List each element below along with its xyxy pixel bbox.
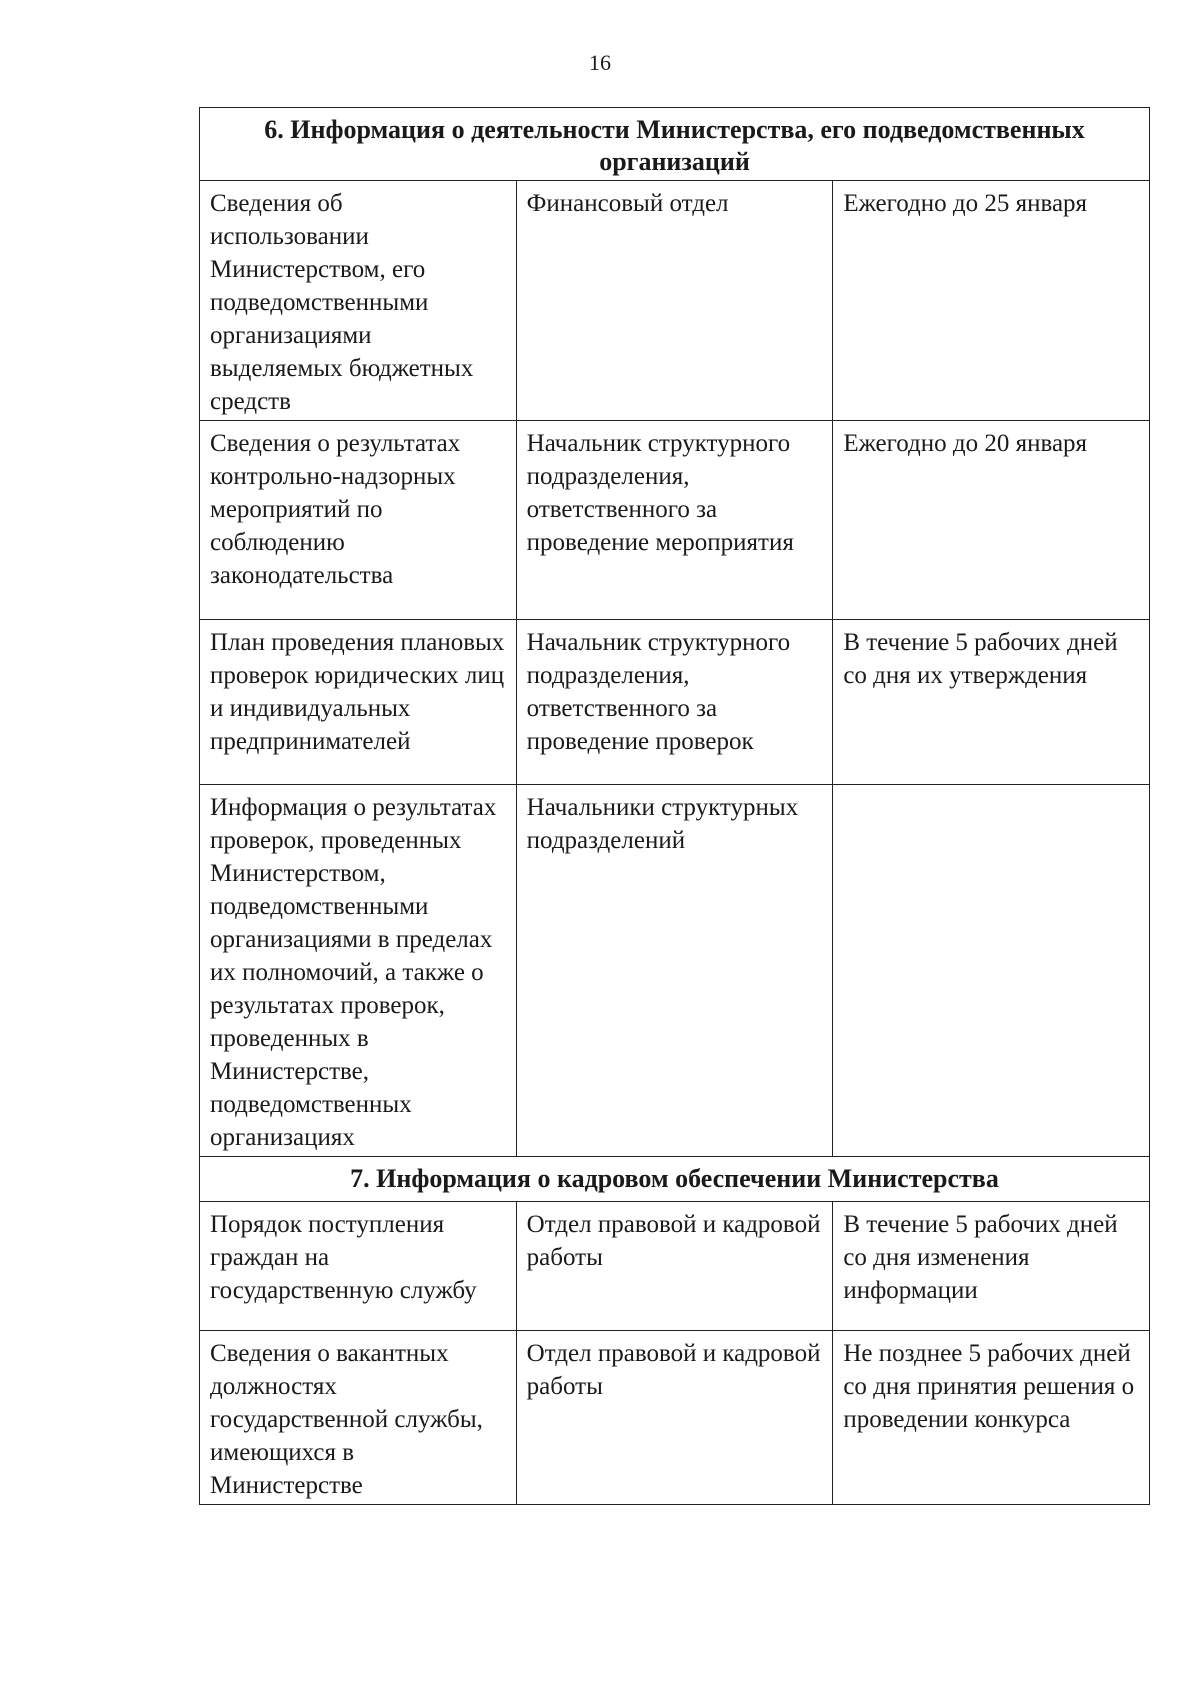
page-number: 16 — [589, 50, 611, 75]
responsible-cell: Начальник структурного подразделения, ответственного за проведение мероприятия — [516, 421, 833, 620]
deadline-cell: В течение 5 рабочих дней со дня изменения информации — [833, 1202, 1150, 1331]
info-cell: Порядок поступления граждан на государственную службу — [200, 1202, 517, 1331]
responsible-cell: Отдел правовой и кадровой работы — [516, 1202, 833, 1331]
responsible-cell: Финансовый отдел — [516, 181, 833, 421]
table-row — [200, 1331, 1150, 1505]
deadline-cell: В течение 5 рабочих дней со дня их утверждения — [833, 620, 1150, 785]
deadline-cell — [833, 785, 1150, 1157]
section-title: 7. Информация о кадровом обеспечении Министерства — [200, 1157, 1150, 1202]
table-row — [200, 421, 1150, 620]
section-header-row — [200, 1157, 1150, 1202]
responsible-cell: Отдел правовой и кадровой работы — [516, 1331, 833, 1505]
deadline-cell: Не позднее 5 рабочих дней со дня принятия решения о проведении конкурса — [833, 1331, 1150, 1505]
table-row — [200, 785, 1150, 1157]
table-row — [200, 181, 1150, 421]
section-header-row — [200, 108, 1150, 181]
table-row — [200, 620, 1150, 785]
responsible-cell: Начальники структурных подразделений — [516, 785, 833, 1157]
deadline-cell: Ежегодно до 25 января — [833, 181, 1150, 421]
info-cell: План проведения плановых проверок юридических лиц и индивидуальных предпринимателей — [200, 620, 517, 785]
information-table — [199, 107, 1150, 1505]
info-cell: Сведения о результатах контрольно-надзорных мероприятий по соблюдению законодательства — [200, 421, 517, 620]
info-cell: Сведения об использовании Министерством, его подведомственными организациями выделяемых бюджетных средств — [200, 181, 517, 421]
section-title: 6. Информация о деятельности Министерства, его подведомственных организаций — [200, 108, 1150, 181]
table-row — [200, 1202, 1150, 1331]
responsible-cell: Начальник структурного подразделения, ответственного за проведение проверок — [516, 620, 833, 785]
info-cell: Сведения о вакантных должностях государственной службы, имеющихся в Министерстве — [200, 1331, 517, 1505]
info-cell: Информация о результатах проверок, проведенных Министерством, подведомственными организациями в пределах их полномочий, а также о результатах проверок, проведенных в Министерстве, подведомственных организациях — [200, 785, 517, 1157]
deadline-cell: Ежегодно до 20 января — [833, 421, 1150, 620]
